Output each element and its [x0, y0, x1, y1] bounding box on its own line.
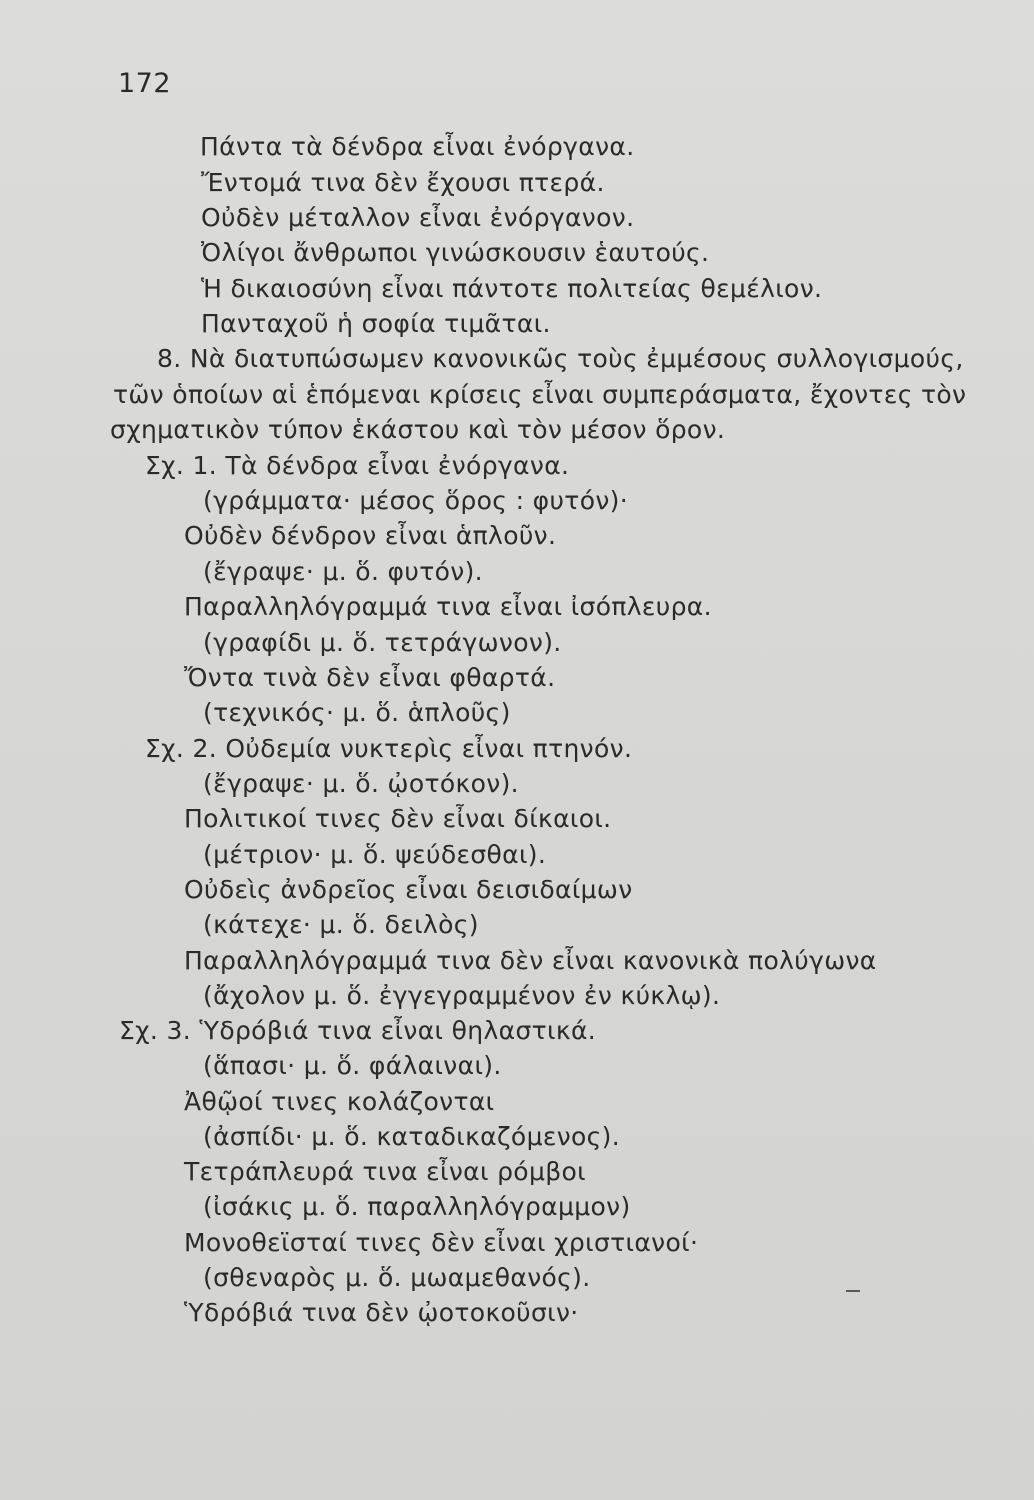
exercise-heading: τῶν ὁποίων αἱ ἑπόμεναι κρίσεις εἶναι συμπεράσματα, ἔχοντες τὸν: [113, 380, 967, 409]
text-line: (γράμματα· μέσος ὅρος : φυτόν)·: [203, 486, 629, 515]
text-line: Ὄντα τινὰ δὲν εἶναι φθαρτά.: [184, 663, 556, 692]
exercise-heading: σχηματικὸν τύπον ἑκάστου καὶ τὸν μέσον ὅρον.: [110, 415, 726, 444]
text-line: (γραφίδι μ. ὅ. τετράγωνον).: [203, 628, 562, 657]
text-line: Οὐδὲν μέταλλον εἶναι ἐνόργανον.: [201, 203, 635, 232]
text-line: Πολιτικοί τινες δὲν εἶναι δίκαιοι.: [184, 804, 612, 833]
text-line: Πανταχοῦ ἡ σοφία τιμᾶται.: [201, 309, 551, 338]
text-line: (ἔγραψε· μ. ὅ. ᾠοτόκον).: [203, 769, 519, 798]
text-line: Πάντα τὰ δένδρα εἶναι ἐνόργανα.: [200, 132, 635, 161]
figure-label-3: Σχ. 3. Ὑδρόβιά τινα εἶναι θηλαστικά.: [119, 1016, 597, 1045]
text-line: Μονοθεϊσταί τινες δὲν εἶναι χριστιανοί·: [184, 1228, 699, 1257]
text-line: (κάτεχε· μ. ὅ. δειλὸς): [203, 910, 479, 939]
figure-label-2: Σχ. 2. Οὐδεμία νυκτερὶς εἶναι πτηνόν.: [145, 734, 633, 763]
text-line: (τεχνικός· μ. ὅ. ἁπλοῦς): [203, 698, 511, 727]
text-line: (ἰσάκις μ. ὅ. παραλληλόγραμμον): [203, 1192, 631, 1221]
page-number: 172: [118, 68, 172, 99]
text-line: Ὀλίγοι ἄνθρωποι γινώσκουσιν ἑαυτούς.: [201, 238, 710, 267]
text-line: Οὐδεὶς ἀνδρεῖος εἶναι δεισιδαίμων: [184, 875, 633, 904]
text-line: Παραλληλόγραμμά τινα δὲν εἶναι κανονικὰ πολύγωνα: [184, 946, 877, 975]
text-line: (μέτριον· μ. ὅ. ψεύδεσθαι).: [203, 840, 547, 869]
text-line: (σθεναρὸς μ. ὅ. μωαμεθανός).: [203, 1263, 591, 1292]
exercise-heading: 8. Νὰ διατυπώσωμεν κανονικῶς τοὺς ἐμμέσους συλλογισμούς,: [157, 344, 964, 373]
text-line: Ἀθῷοί τινες κολάζονται: [184, 1087, 495, 1116]
text-line: Οὐδὲν δένδρον εἶναι ἁπλοῦν.: [184, 521, 557, 550]
text-line: Ὑδρόβιά τινα δὲν ᾠοτοκοῦσιν·: [184, 1298, 579, 1327]
text-line: (ἀσπίδι· μ. ὅ. καταδικαζόμενος).: [203, 1122, 621, 1151]
text-line: (ἔγραψε· μ. ὅ. φυτόν).: [203, 557, 483, 586]
text-line: Ἡ δικαιοσύνη εἶναι πάντοτε πολιτείας θεμέλιον.: [201, 274, 823, 303]
figure-label-1: Σχ. 1. Τὰ δένδρα εἶναι ἐνόργανα.: [145, 451, 570, 480]
text-line: Ἔντομά τινα δὲν ἔχουσι πτερά.: [201, 168, 605, 197]
text-line: (ἄχολον μ. ὅ. ἐγγεγραμμένον ἐν κύκλῳ).: [203, 981, 721, 1010]
text-line: Παραλληλόγραμμά τινα εἶναι ἰσόπλευρα.: [184, 592, 712, 621]
print-mark: [846, 1290, 860, 1292]
text-line: Τετράπλευρά τινα εἶναι ρόμβοι: [184, 1157, 586, 1186]
text-line: (ἅπασι· μ. ὅ. φάλαιναι).: [203, 1051, 502, 1080]
